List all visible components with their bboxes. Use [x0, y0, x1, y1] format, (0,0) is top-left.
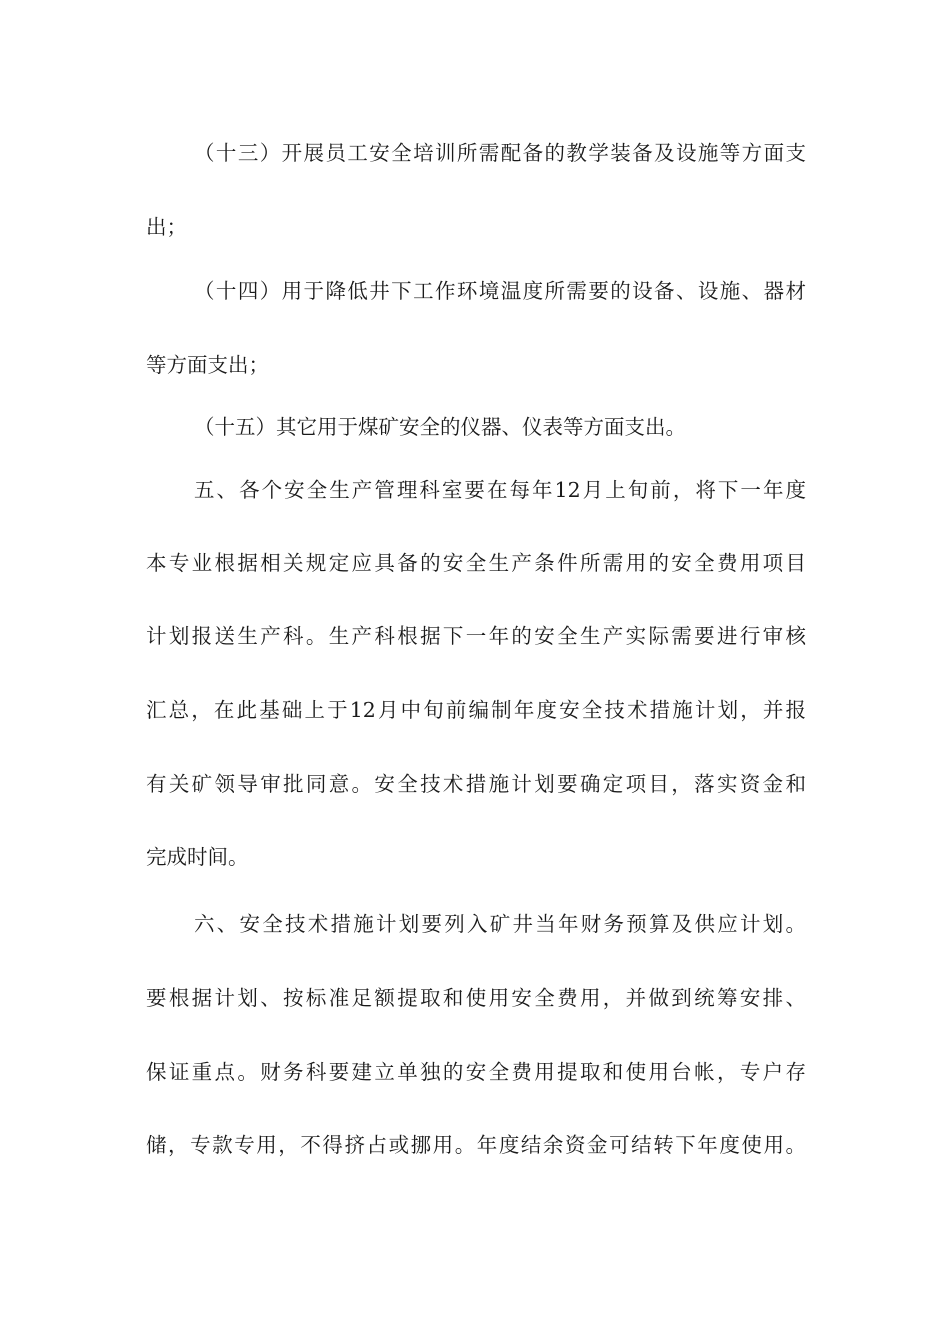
text-line: 等方面支出； [146, 353, 269, 377]
text-line: 储，专款专用，不得挤占或挪用。年度结余资金可结转下年度使用。 [146, 1133, 806, 1157]
text-line: 完成时间。 [146, 845, 249, 869]
text-line: 本专业根据相关规定应具备的安全生产条件所需用的安全费用项目 [146, 551, 806, 575]
text-line: （十三）开展员工安全培训所需配备的教学装备及设施等方面支 [194, 141, 806, 165]
text-line: （十五）其它用于煤矿安全的仪器、仪表等方面支出。 [194, 415, 686, 439]
text-line: 要根据计划、按标准足额提取和使用安全费用，并做到统筹安排、 [146, 986, 806, 1010]
text-line: （十四）用于降低井下工作环境温度所需要的设备、设施、器材 [194, 279, 806, 303]
text-line: 六、安全技术措施计划要列入矿井当年财务预算及供应计划。 [194, 912, 806, 936]
text-line: 有关矿领导审批同意。安全技术措施计划要确定项目，落实资金和 [146, 772, 806, 796]
text-line: 汇总，在此基础上于12月中旬前编制年度安全技术措施计划，并报 [146, 698, 806, 722]
text-line: 保证重点。财务科要建立单独的安全费用提取和使用台帐，专户存 [146, 1060, 806, 1084]
text-line: 出； [146, 215, 187, 239]
text-line: 计划报送生产科。生产科根据下一年的安全生产实际需要进行审核 [146, 624, 806, 648]
text-line: 五、各个安全生产管理科室要在每年12月上旬前，将下一年度 [194, 478, 806, 502]
